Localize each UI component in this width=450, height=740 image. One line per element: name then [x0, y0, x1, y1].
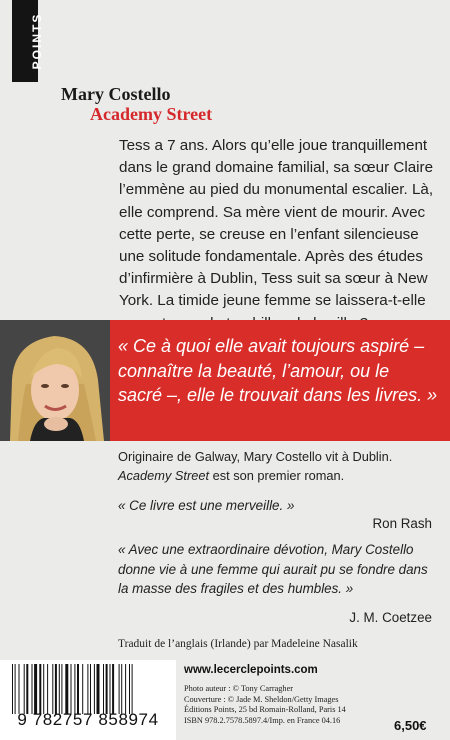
- review-quote: « Ce livre est une merveille. »: [118, 498, 295, 513]
- publisher-website: www.lecerclepoints.com: [184, 664, 318, 676]
- barcode-bar: [59, 664, 60, 714]
- barcode-bar: [90, 664, 91, 714]
- credit-line: Éditions Points, 25 bd Romain-Rolland, Paris 14: [184, 705, 346, 715]
- barcode-bar: [77, 664, 79, 714]
- credit-line: Couverture : © Jade M. Sheldon/Getty Images: [184, 694, 339, 704]
- author-bio: [118, 448, 438, 485]
- barcode-bar: [39, 664, 41, 714]
- barcode-bar: [129, 664, 130, 714]
- bio-book-title: Academy Street: [118, 467, 210, 483]
- book-title: Academy Street: [90, 104, 213, 124]
- barcode-bars: [12, 664, 168, 714]
- barcode-bar: [82, 664, 83, 714]
- credit-line: ISBN 978.2.7578.5897.4/Imp. en France 04.16: [184, 716, 341, 726]
- barcode-bar: [55, 664, 57, 714]
- price: 6,50€: [394, 718, 427, 733]
- synopsis-text: Tess a 7 ans. Alors qu’elle joue tranquillement dans le grand domaine familial, sa sœur Claire l’emmène au pied du monumental escalier. Là, elle comprend. Sa mère vient de mourir. Avec cette perte, se creuse en l’enfant silencieuse une solitude fondamentale. Après des études d’infirmière à Dublin, Tess suit sa sœur à New York. La timide jeune femme se laissera-t-elle: [119, 137, 434, 310]
- author-photo: [0, 320, 110, 441]
- barcode-bar: [106, 664, 108, 714]
- barcode-bar: [71, 664, 72, 714]
- review-quote: « Avec une extraordinaire dévotion, Mary Costello donne vie à une femme qui aurait pu se fondre dans la masse des fragiles et des humbles. »: [118, 542, 428, 596]
- barcode-bar: [61, 664, 62, 714]
- barcode-bar: [43, 664, 44, 714]
- barcode-bar: [94, 664, 95, 714]
- barcode-bar: [19, 664, 20, 714]
- barcode-bar: [32, 664, 33, 714]
- points-logo: [12, 0, 44, 82]
- credit-line: Photo auteur : © Tony Carragher: [184, 684, 294, 693]
- barcode-bar: [132, 664, 133, 714]
- barcode-bar: [26, 664, 28, 714]
- bio-text-end: est son premier roman.: [209, 467, 345, 483]
- bio-text-start: Originaire de Galway, Mary Costello vit à Dublin.: [118, 449, 393, 464]
- barcode-bar: [65, 664, 68, 714]
- author-portrait-image: [0, 320, 110, 441]
- review-attribution: Ron Rash: [372, 516, 432, 531]
- barcode-bar: [119, 664, 120, 714]
- barcode-bar: [110, 664, 111, 714]
- barcode-bar: [52, 664, 53, 714]
- barcode-bar: [112, 664, 114, 714]
- credits-block: [184, 684, 394, 727]
- barcode-bar: [125, 664, 126, 714]
- barcode-bar: [12, 664, 13, 714]
- barcode-bar: [97, 664, 100, 714]
- brand-name: POINTS: [30, 12, 44, 70]
- barcode-bar: [87, 664, 88, 714]
- barcode-bar: [121, 664, 122, 714]
- highlight-quote: « Ce à quoi elle avait toujours aspiré – connaître la beauté, l’amour, ou le sacré –, elle le trouvait dans les livres. »: [118, 336, 438, 405]
- barcode-bar: [74, 664, 75, 714]
- barcode-bar: [15, 664, 16, 714]
- barcode-bar: [34, 664, 37, 714]
- author-name: Mary Costello: [61, 84, 171, 104]
- barcode-bar: [103, 664, 104, 714]
- barcode-bar: [24, 664, 25, 714]
- barcode-bar: [47, 664, 48, 714]
- review-attribution: J. M. Coetzee: [349, 610, 432, 625]
- barcode-digits: 9 782757 858974: [17, 710, 159, 729]
- translation-credit: Traduit de l’anglais (Irlande) par Madeleine Nasalik: [118, 638, 358, 650]
